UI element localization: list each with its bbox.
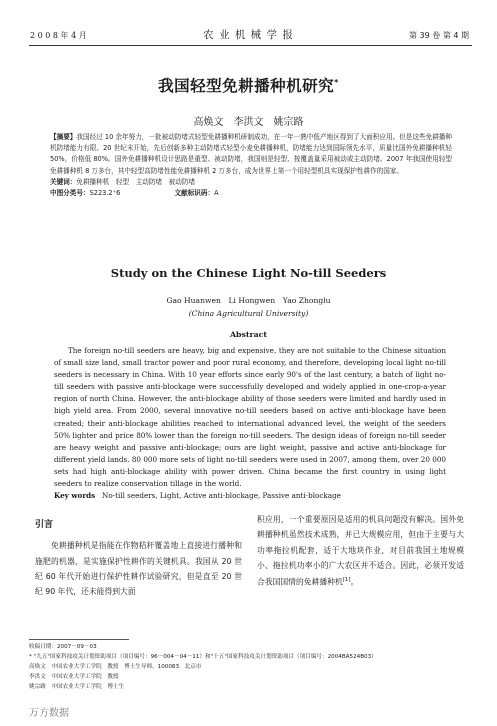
intro-left-text: 免耕播种机是指能在作物秸秆覆盖地上直接进行播种和施肥的机器，是实施保护性耕作的关键机具。我国从 20 世纪 60 年代开始进行保护性耕作试验研究，但是直至 20 世纪 90 年代，还未能得到大面 [35,541,242,597]
footnote-rule [29,639,129,640]
intro-right-end: 。 [350,577,359,587]
page-title-cn [0,74,497,96]
footnote-author-2: 李洪文 中国农业大学工学院 教授 [29,674,119,680]
intro-left-column [35,518,242,599]
abstract-cn-body [50,132,452,177]
header-date: 2 0 0 8 年 4 月 [30,31,87,40]
abstract-en-body: The foreign no-till seeders are heavy, big and expensive, they are not suitable to the Chinese situation of small size land, small tractor power and poor rural economy, and therefore, developing local light no-till seeders is necessary in China. With 10 year efforts since early 90's of the last century, a batch of light no-till seeders with passive anti-blockage were successfully developed and widely applied in one-crop-a-year region of north China. However, the anti-blockage ability of those seeders were limited and hardly used in high yield area. From 2000, several innovative no-till seeders based on active anti-blockage have been created; their anti-blockage abilities reached to international advanced level, the weight of the seeders 50% lighter and price 80% lower than the foreign no-till seeders. The design ideas of foreign no-till seeder are heavy weight and passive anti-blockage; ours are light weight, passive and active anti-blockage for different yield lands. 80 000 more sets of light no-till seeders were used in 2007, among them, over 20 000 sets had high anti-blockage ability with power driven. China became the first country in using light seeders to realize conservation tillage in the world. [54,346,446,489]
intro-ref: [1] [342,577,351,584]
intro-right-column [257,512,464,590]
footnote-author-3: 姚宗路 中国农业大学工学院 博士生 [29,684,125,690]
keywords-cn-label: 关键词： [50,177,77,186]
abstract-en-heading: Abstract [229,330,267,339]
keywords-en-label: Key words [54,491,96,500]
header-volume: 第 39 卷 第 4 期 [409,31,469,40]
intro-right-paragraph [257,512,464,590]
keywords-en-text: No-till seeders, Light, Active anti-blockage, Passive anti-blockage [102,491,341,500]
class-label: 中图分类号： [50,189,90,198]
keywords-en [54,491,454,500]
title-footnote-mark: * [334,77,339,87]
keywords-cn-text: 免耕播种机 轻型 主动防堵 被动防堵 [76,177,196,186]
abstract-cn-text: 我国经过 10 余年努力，一批被动防堵式轻型免耕播种机研制成功，在一年一熟中低产地区得到了大面积应用。但是这些免耕播种机防堵能力有限。20 世纪末开始，先后创新多种主动防堵式轻型小麦免耕播种机，防堵能力达到国际领先水平，质量比国外免耕播种机轻 50%，价格低 80%。国外免耕播种机设计思路是重型、被动防堵，我国则是轻型、按覆盖量采用被动或主动防堵。2007 年我国使用轻型免耕播种机 8 万多台，其中轻型高防堵性能免耕播种机 2 万多台，成为世界上第一个用轻型机具实现保护性耕作的国家。 [50,133,452,175]
class-number: S223.2⁺6 [89,189,121,198]
classification-line [50,188,452,199]
watermark: 万方数据 [29,708,69,719]
footnote-received: 收稿日期：2007－09－03 [29,644,97,650]
doc-code-label: 文献标识码： [174,189,215,198]
affiliation-en: (China Agricultural University) [188,309,309,318]
page-title-en: Study on the Chinese Light No-till Seeders [110,266,387,280]
authors-cn: 高焕文 李洪文 姚宗路 [193,117,304,128]
abstract-cn-label: 【摘要】 [50,133,77,141]
keywords-cn [50,177,452,188]
header-rule [29,45,472,46]
footnote-author-1: 高焕文 中国农业大学工学院 教授 博士生导师，100083 北京市 [29,664,202,670]
doc-code: A [214,189,219,198]
footnote-funding: * "九五"国家科技攻关计划资助项目（项目编号：96－004－04－11）和"十五"国家科技攻关计划资助项目（项目编号：2004BA524B03） [29,654,377,660]
abstract-cn [50,132,452,199]
authors-en: Gao Huanwen Li Hongwen Yao Zhonglu [166,296,331,305]
intro-heading: 引言 [35,520,54,530]
header-journal: 农 业 机 械 学 报 [203,29,294,41]
title-cn-text: 我国轻型免耕播种机研究 [158,77,335,95]
intro-right-text: 积应用，一个重要原因是适用的机具问题没有解决。国外免耕播种机虽然技术成熟，并已大规模应用，但由于主要与大功率拖拉机配套，适于大地块作业，对目前我国土地规模小、拖拉机功率小的广大农区并不适合。因此，必须开发适合我国国情的免耕播种机 [257,515,464,587]
